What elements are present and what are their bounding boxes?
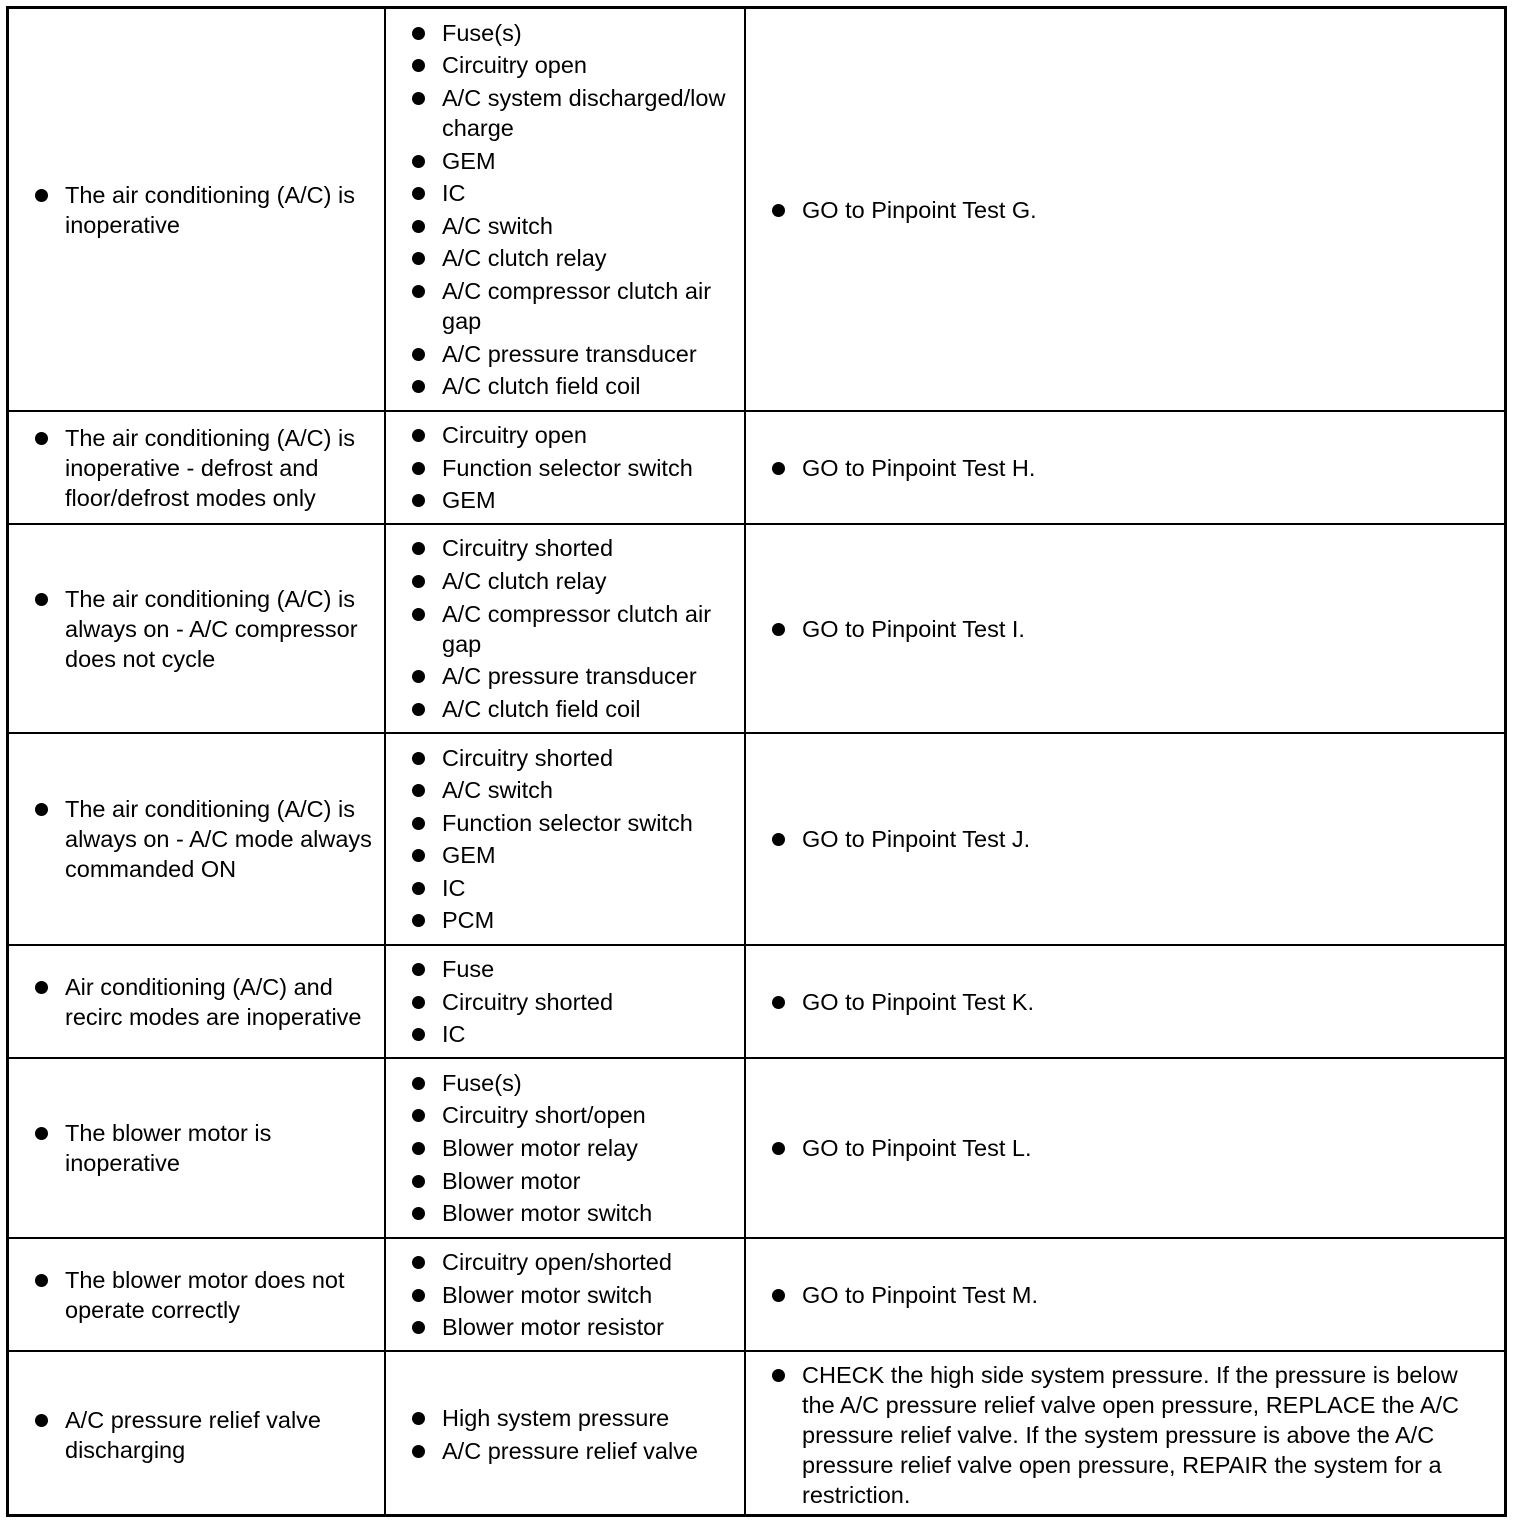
possible-source-item: A/C clutch field coil bbox=[442, 371, 736, 401]
possible-source-item: GEM bbox=[442, 485, 736, 515]
condition-cell bbox=[9, 733, 385, 945]
possible-source-cell bbox=[385, 1238, 745, 1351]
possible-source-item: Blower motor switch bbox=[442, 1198, 736, 1228]
action-cell bbox=[745, 945, 1504, 1058]
symptom-chart-table bbox=[6, 6, 1507, 1517]
possible-source-item: A/C pressure relief valve bbox=[442, 1436, 736, 1466]
possible-source-cell bbox=[385, 9, 745, 411]
possible-source-item: IC bbox=[442, 1019, 736, 1049]
possible-source-item: Circuitry shorted bbox=[442, 743, 736, 773]
possible-source-item: Fuse bbox=[442, 954, 736, 984]
possible-source-item: A/C clutch relay bbox=[442, 243, 736, 273]
condition-cell bbox=[9, 1238, 385, 1351]
condition-text: The air conditioning (A/C) is inoperative - defrost and floor/defrost modes only bbox=[65, 423, 376, 513]
possible-source-cell bbox=[385, 733, 745, 945]
table-row bbox=[9, 1351, 1504, 1517]
possible-source-item: Fuse(s) bbox=[442, 1068, 736, 1098]
action-cell bbox=[745, 733, 1504, 945]
possible-source-cell bbox=[385, 945, 745, 1058]
possible-source-item: GEM bbox=[442, 146, 736, 176]
possible-source-item: IC bbox=[442, 178, 736, 208]
possible-source-item: A/C clutch relay bbox=[442, 566, 736, 596]
possible-source-item: Circuitry open/shorted bbox=[442, 1247, 736, 1277]
condition-text: The blower motor does not operate correctly bbox=[65, 1265, 376, 1325]
possible-source-item: Circuitry open bbox=[442, 420, 736, 450]
possible-source-item: A/C compressor clutch air gap bbox=[442, 276, 736, 336]
possible-source-item: A/C pressure transducer bbox=[442, 339, 736, 369]
action-cell bbox=[745, 411, 1504, 524]
possible-source-cell bbox=[385, 1058, 745, 1238]
possible-source-item: Circuitry open bbox=[442, 50, 736, 80]
possible-source-item: A/C compressor clutch air gap bbox=[442, 599, 736, 659]
possible-source-item: A/C switch bbox=[442, 211, 736, 241]
possible-source-item: Fuse(s) bbox=[442, 18, 736, 48]
possible-source-item: High system pressure bbox=[442, 1403, 736, 1433]
possible-source-item: GEM bbox=[442, 840, 736, 870]
action-cell bbox=[745, 1058, 1504, 1238]
symptom-table bbox=[9, 9, 1504, 1517]
action-cell bbox=[745, 9, 1504, 411]
table-row bbox=[9, 1238, 1504, 1351]
possible-source-item: Blower motor bbox=[442, 1166, 736, 1196]
possible-source-cell bbox=[385, 524, 745, 733]
table-row bbox=[9, 411, 1504, 524]
action-cell bbox=[745, 1351, 1504, 1517]
possible-source-item: A/C system discharged/low charge bbox=[442, 83, 736, 143]
possible-source-item: A/C switch bbox=[442, 775, 736, 805]
condition-text: The air conditioning (A/C) is inoperative bbox=[65, 180, 376, 240]
possible-source-item: Blower motor relay bbox=[442, 1133, 736, 1163]
action-text: GO to Pinpoint Test H. bbox=[802, 453, 1490, 483]
action-text: GO to Pinpoint Test J. bbox=[802, 824, 1490, 854]
possible-source-cell bbox=[385, 411, 745, 524]
action-text: GO to Pinpoint Test M. bbox=[802, 1280, 1490, 1310]
possible-source-item: PCM bbox=[442, 905, 736, 935]
condition-cell bbox=[9, 945, 385, 1058]
possible-source-item: A/C clutch field coil bbox=[442, 694, 736, 724]
possible-source-item: Blower motor switch bbox=[442, 1280, 736, 1310]
possible-source-item: A/C pressure transducer bbox=[442, 661, 736, 691]
possible-source-item: IC bbox=[442, 873, 736, 903]
action-text: GO to Pinpoint Test G. bbox=[802, 195, 1490, 225]
possible-source-item: Circuitry shorted bbox=[442, 533, 736, 563]
condition-text: The air conditioning (A/C) is always on - A/C compressor does not cycle bbox=[65, 584, 376, 674]
possible-source-item: Circuitry shorted bbox=[442, 987, 736, 1017]
action-cell bbox=[745, 1238, 1504, 1351]
condition-cell bbox=[9, 1351, 385, 1517]
condition-cell bbox=[9, 411, 385, 524]
condition-cell bbox=[9, 1058, 385, 1238]
possible-source-item: Function selector switch bbox=[442, 453, 736, 483]
condition-cell bbox=[9, 9, 385, 411]
table-row bbox=[9, 733, 1504, 945]
condition-text: The air conditioning (A/C) is always on - A/C mode always commanded ON bbox=[65, 794, 376, 884]
table-row bbox=[9, 1058, 1504, 1238]
possible-source-item: Circuitry short/open bbox=[442, 1100, 736, 1130]
action-text: GO to Pinpoint Test K. bbox=[802, 987, 1490, 1017]
table-row bbox=[9, 524, 1504, 733]
condition-text: A/C pressure relief valve discharging bbox=[65, 1405, 376, 1465]
table-row bbox=[9, 945, 1504, 1058]
condition-text: Air conditioning (A/C) and recirc modes are inoperative bbox=[65, 972, 376, 1032]
action-text: CHECK the high side system pressure. If the pressure is below the A/C pressure relief valve open pressure, REPLACE the A/C pressure relief valve. If the system pressure is above the A/C pressure relief valve open pressure, REPAIR the system for a restriction. bbox=[802, 1360, 1490, 1510]
table-row bbox=[9, 9, 1504, 411]
possible-source-cell bbox=[385, 1351, 745, 1517]
action-text: GO to Pinpoint Test I. bbox=[802, 614, 1490, 644]
condition-cell bbox=[9, 524, 385, 733]
action-cell bbox=[745, 524, 1504, 733]
condition-text: The blower motor is inoperative bbox=[65, 1118, 376, 1178]
action-text: GO to Pinpoint Test L. bbox=[802, 1133, 1490, 1163]
possible-source-item: Blower motor resistor bbox=[442, 1312, 736, 1342]
possible-source-item: Function selector switch bbox=[442, 808, 736, 838]
